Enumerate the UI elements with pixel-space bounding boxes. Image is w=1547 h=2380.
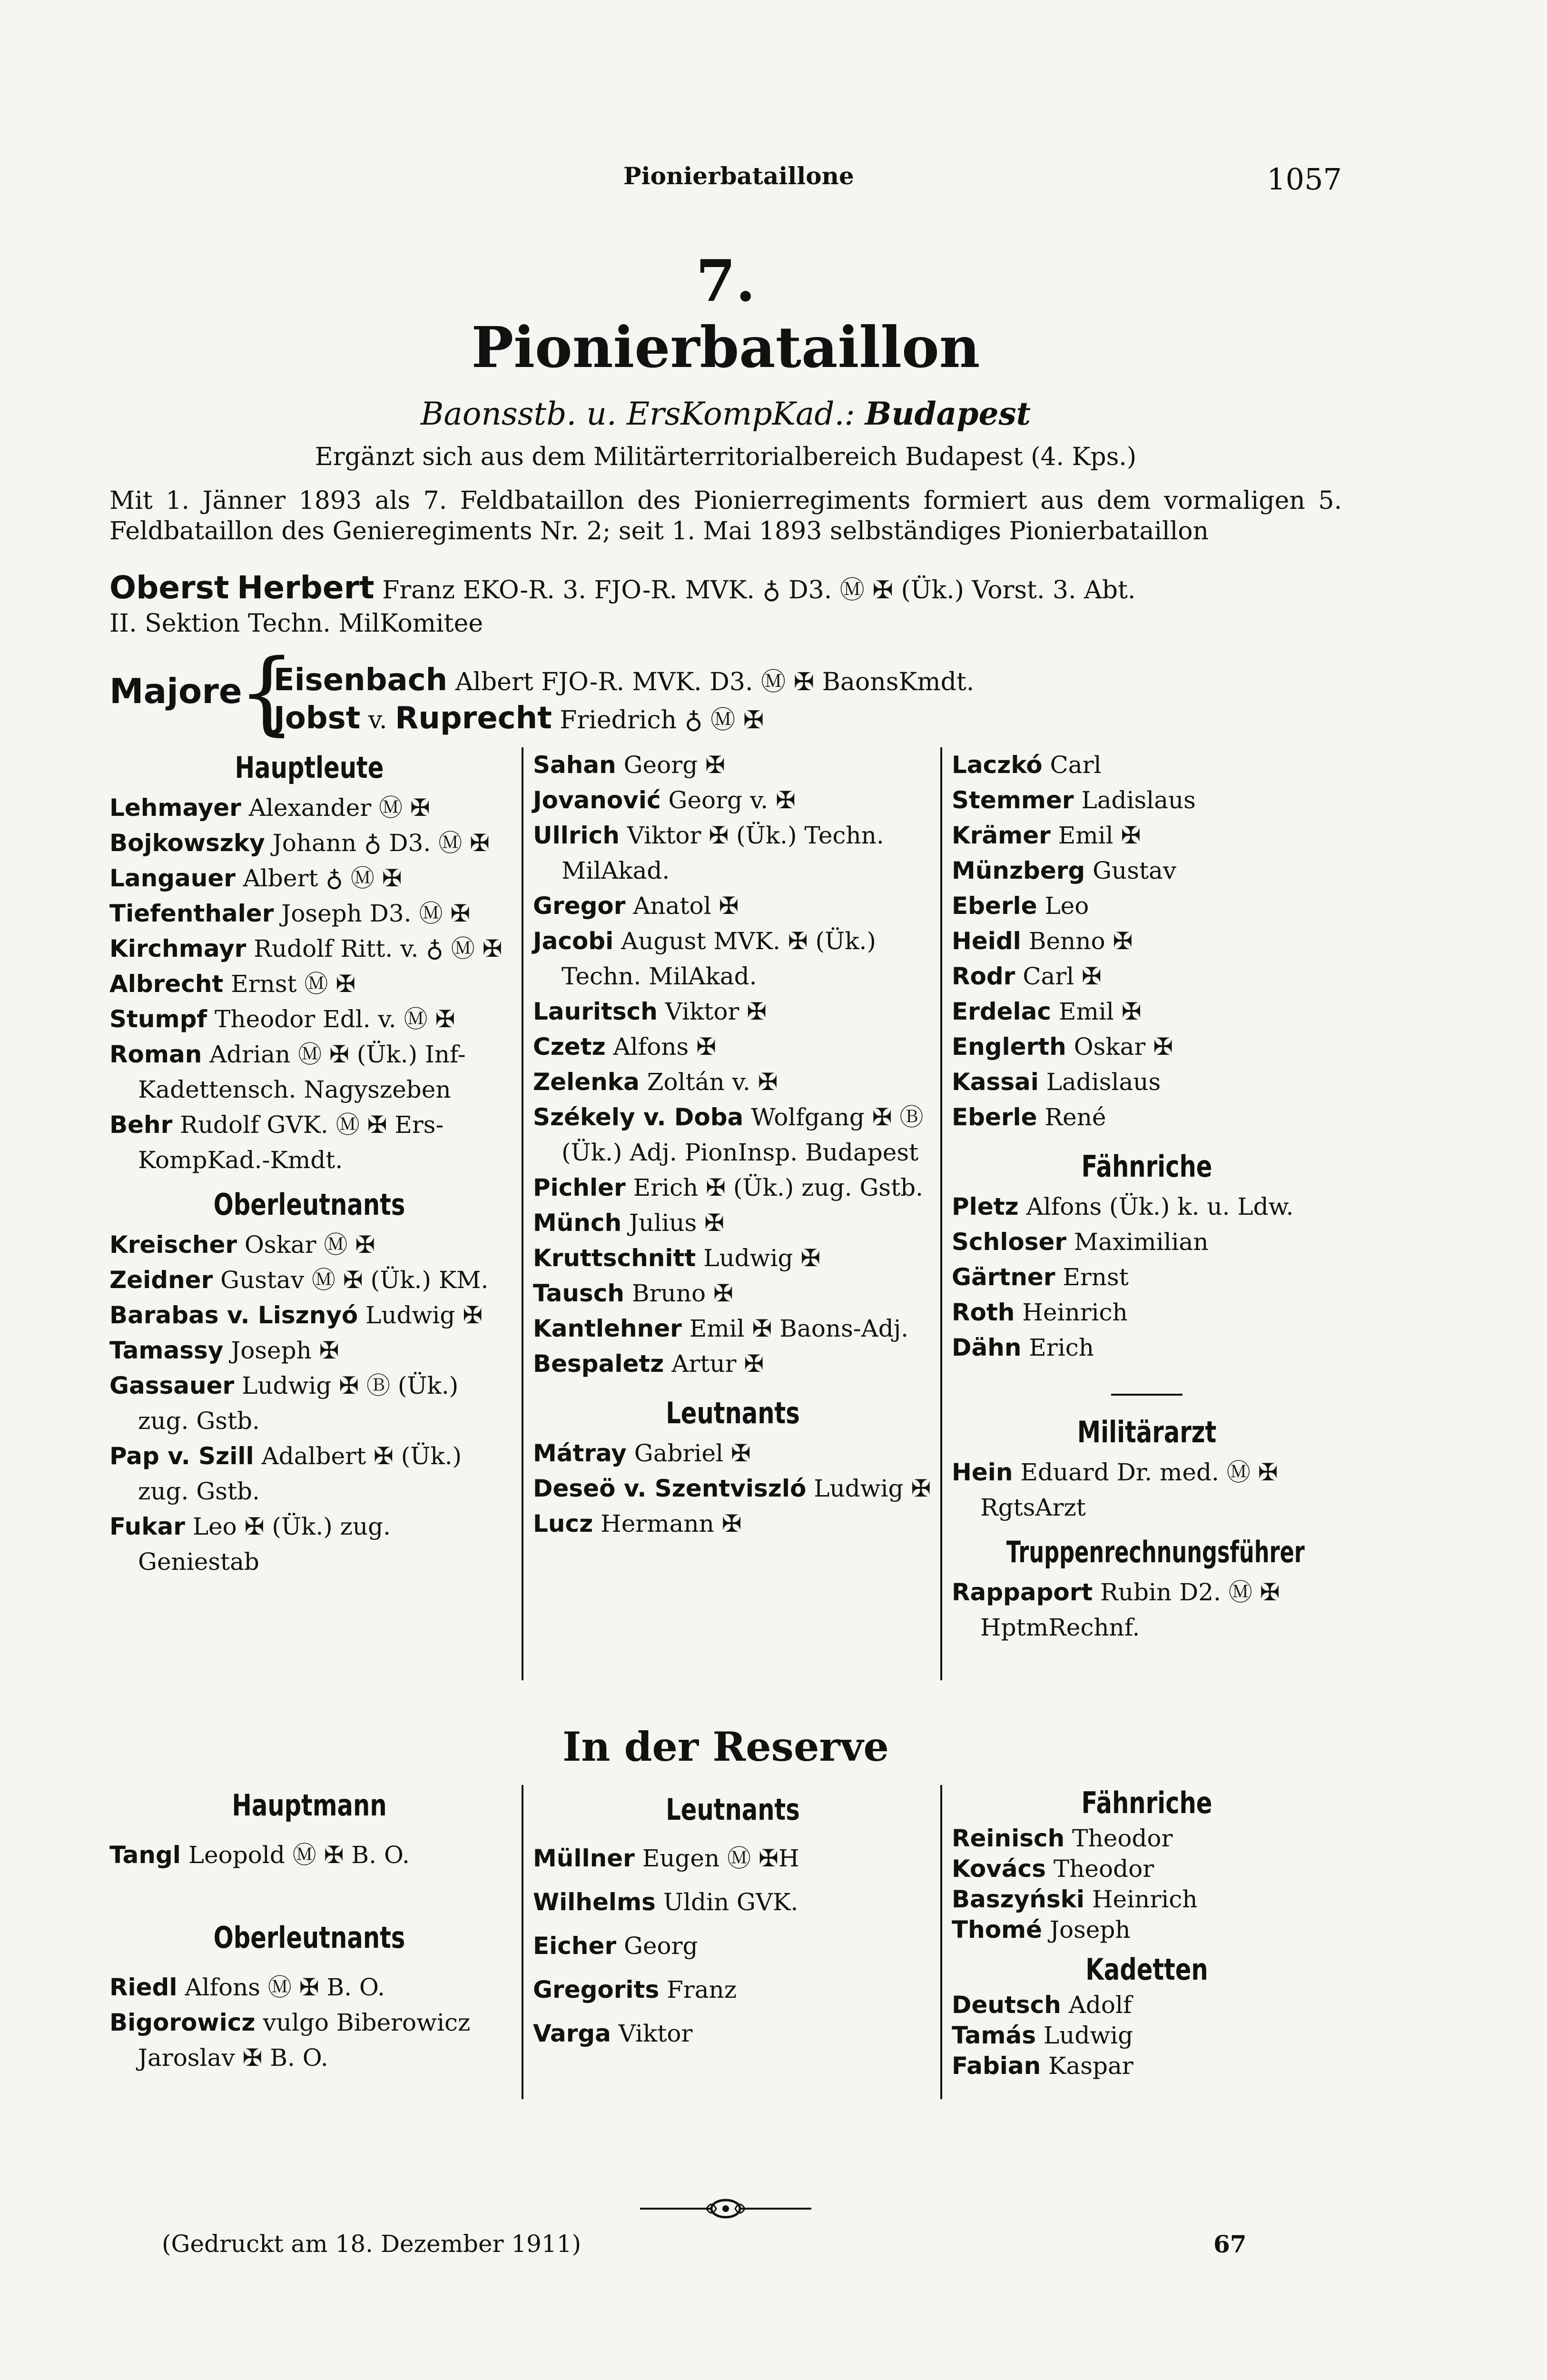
entry-details: Leo ✠ (Ük.) zug. Geniestab [138,1513,391,1576]
entry-details: Theodor [1064,1825,1173,1852]
entry-surname: Rodr [952,962,1015,990]
major-jobst [274,700,764,736]
entry-surname: Kirchmayr [109,935,246,962]
roster-entry [952,1259,1342,1295]
oberst-name: Herbert [237,569,374,606]
entry-surname: Bigorowicz [109,2009,256,2036]
fahnriche-list [952,1189,1342,1365]
roster-entry [109,1037,509,1107]
entry-details: Leo [1037,892,1089,920]
hauptleute-cont-list [533,747,933,1381]
entry-details: Georg [616,1932,698,1960]
entry-surname: Langauer [109,864,236,892]
brace-icon: { [238,640,296,745]
medal-m-icon: Ⓜ [761,668,786,696]
reserve-column-2 [533,1785,933,2055]
subtitle [109,395,1342,432]
entry-surname: Rappaport [952,1578,1093,1606]
column-3 [952,747,1342,1645]
entry-surname: Tangl [109,1841,181,1869]
roster-entry [109,1262,509,1298]
roster-entry [952,853,1342,888]
entry-details: Kaspar [1041,2052,1133,2080]
major-v: v. [368,706,387,734]
roster-entry [533,994,933,1029]
entry-surname: Bespaletz [533,1350,664,1378]
oberst-first: Franz [382,576,455,605]
roster-entry [952,1854,1342,1884]
entry-details: Adolf [1061,1991,1132,2019]
entry-surname: Székely v. Doba [533,1103,744,1131]
entry-surname: Dähn [952,1334,1022,1361]
column-divider [522,1785,523,2099]
entry-surname: Pichler [533,1174,626,1201]
entry-details: Emil ✠ [1051,998,1142,1025]
roster-entry [952,1455,1342,1525]
entry-surname: Kruttschnitt [533,1244,696,1272]
roster-columns [109,747,1342,1842]
roster-entry [533,1276,933,1311]
entry-details: Maximilian [1066,1228,1209,1256]
entry-surname: Baszyński [952,1885,1085,1913]
roster-entry [533,783,933,818]
roster-entry [952,2020,1342,2051]
reserve-leutnants-list [533,1836,933,2055]
roster-entry [533,1029,933,1064]
entry-details: Ludwig ✠ [806,1475,931,1502]
entry-surname: Eicher [533,1932,617,1960]
entry-surname: Thomé [952,1916,1043,1944]
section-heading: Kadetten [1085,1952,1208,1987]
column-divider [522,747,523,1680]
entry-details: Artur ✠ [664,1350,764,1378]
roster-entry [109,1227,509,1262]
reserve-column-3 [952,1785,1342,2081]
section-heading: Oberleutnants [213,1920,405,1955]
oberst-mid: D3. [788,576,832,605]
cross-icon: ✠ [793,668,815,696]
entry-surname: Sahan [533,751,616,779]
roster-entry [533,1436,933,1471]
oberst-decorations: EKO-R. 3. FJO-R. MVK. [463,576,755,605]
roster-entry [952,818,1342,853]
section-heading: Fähnriche [1081,1785,1212,1820]
roster-entry [109,1002,509,1037]
entry-details: Erich [1021,1334,1094,1361]
reserve-fahnriche-list [952,1823,1342,1945]
entry-details: Joseph ✠ [223,1337,339,1364]
roster-entry [533,1346,933,1381]
entry-details: Rudolf Ritt. v. ♁ Ⓜ ✠ [246,935,503,962]
section-heading: Fähnriche [1081,1149,1212,1184]
document-page [109,143,1342,2332]
roster-entry [109,1970,509,2005]
major-name2: Ruprecht [395,701,552,736]
roster-entry [952,1064,1342,1100]
roster-entry [109,1837,509,1873]
roster-entry [952,1224,1342,1259]
roster-entry [109,1509,509,1579]
section-heading: Oberleutnants [213,1187,405,1222]
major-name: Jobst [274,701,361,736]
entry-details: Emil ✠ [1050,822,1141,849]
entry-surname: Riedl [109,1973,177,2001]
medal-m-icon: Ⓜ [839,576,865,605]
entry-surname: Kassai [952,1068,1039,1096]
roster-entry [952,1884,1342,1914]
entry-surname: Stumpf [109,1005,207,1033]
roster-entry [952,1189,1342,1224]
ornament-icon [640,2194,811,2223]
entry-details: Gabriel ✠ [626,1439,751,1467]
section-heading: Hauptleute [235,750,384,785]
oberleutnants-cont-list [952,747,1342,1135]
entry-details: Albert ♁ Ⓜ ✠ [235,864,402,892]
entry-details: Theodor Edl. v. Ⓜ ✠ [207,1005,455,1033]
roster-entry [109,825,509,861]
entry-details: Leopold Ⓜ ✠ B. O. [180,1841,410,1869]
roster-entry [533,1880,933,1924]
roster-entry [533,1924,933,1968]
entry-details: Julius ✠ [621,1209,724,1237]
entry-surname: Pap v. Szill [109,1442,254,1470]
roster-entry [952,1823,1342,1854]
roster-entry [952,888,1342,923]
entry-surname: Münzberg [952,857,1085,884]
roster-entry [533,747,933,783]
roster-entry [109,896,509,931]
entry-surname: Laczkó [952,751,1043,779]
entry-details: Wolfgang ✠ Ⓑ (Ük.) Adj. PionInsp. Budapest [562,1103,924,1166]
major-name: Eisenbach [274,663,448,698]
entry-details: Zoltán v. ✠ [639,1068,778,1096]
entry-details: Ladislaus [1074,786,1196,814]
entry-surname: Tamás [952,2022,1036,2049]
entry-surname: Münch [533,1209,622,1237]
roster-entry [109,1298,509,1333]
militararzt-list [952,1455,1342,1525]
entry-surname: Tiefenthaler [109,900,274,927]
leutnants-list [533,1436,933,1541]
entry-surname: Eberle [952,1103,1037,1131]
entry-details: Joseph D3. Ⓜ ✠ [274,900,471,927]
page-title: Pionierbataillon [471,314,980,380]
roster-entry [952,1914,1342,1945]
entry-details: Ludwig ✠ [696,1244,821,1272]
entry-details: vulgo Biberowicz Jaroslav ✠ B. O. [138,2009,471,2072]
entry-details: Ludwig [1036,2022,1133,2049]
divider-rule [1111,1394,1182,1396]
reserve-column-1 [109,1785,509,2075]
entry-surname: Gärtner [952,1263,1055,1291]
roster-entry [533,1836,933,1880]
majore-label: Majore [109,671,242,711]
entry-details: Ludwig ✠ Ⓑ (Ük.) zug. Gstb. [138,1372,459,1435]
entry-surname: Pletz [952,1193,1019,1220]
reserve-hauptmann-list [109,1837,509,1873]
roster-entry [533,888,933,923]
entry-details: Oskar Ⓜ ✠ [237,1231,375,1259]
entry-surname: Barabas v. Lisznyó [109,1301,358,1329]
entry-details: Viktor [611,2020,693,2047]
reserve-kadetten-list [952,1990,1342,2081]
entry-details: Bruno ✠ [624,1279,733,1307]
entry-surname: Roth [952,1299,1015,1326]
entry-surname: Erdelac [952,998,1052,1025]
history-paragraph: Mit 1. Jänner 1893 als 7. Feldbataillon des Pionierregiments formiert aus dem vormaligen 5. Feldbataillon des Genieregiments Nr. 2; seit 1. Mai 1893 selbständiges Pionierbataillon [109,486,1342,545]
entry-details: Oskar ✠ [1066,1033,1173,1061]
entry-surname: Roman [109,1041,202,1068]
entry-surname: Lauritsch [533,998,658,1025]
roster-entry [533,923,933,994]
oberst-line2: II. Sektion Techn. MilKomitee [109,609,483,638]
entry-surname: Behr [109,1111,173,1139]
entry-surname: Englerth [952,1033,1066,1061]
entry-details: Joseph [1042,1916,1131,1944]
entry-surname: Varga [533,2020,611,2047]
entry-surname: Eberle [952,892,1037,920]
majore-block [109,640,1342,747]
roster-entry [533,1100,933,1170]
roster-entry [952,994,1342,1029]
oberleutnants-list [109,1227,509,1579]
entry-surname: Tausch [533,1279,624,1307]
section-heading: Hauptmann [232,1788,387,1823]
entry-surname: Jacobi [533,927,614,955]
entry-surname: Ullrich [533,822,620,849]
entry-surname: Lehmayer [109,794,241,822]
entry-surname: Albrecht [109,970,224,998]
roster-entry [109,790,509,825]
oberst-rank: Oberst [109,569,229,606]
entry-details: Viktor ✠ [657,998,767,1025]
column-2 [533,747,933,1541]
roster-entry [952,1575,1342,1645]
order-cross-icon: ♁ [684,706,703,734]
entry-details: Heinrich [1084,1885,1198,1913]
entry-surname: Bojkowszky [109,829,265,857]
roster-entry [109,1107,509,1178]
roster-entry [952,1295,1342,1330]
column-divider [940,747,942,1680]
entry-details: Adrian Ⓜ ✠ (Ük.) Inf-Kadettensch. Nagyszeben [138,1041,466,1103]
roster-entry [109,861,509,896]
entry-details: Johann ♁ D3. Ⓜ ✠ [265,829,490,857]
entry-surname: Lucz [533,1510,593,1537]
entry-surname: Hein [952,1458,1013,1486]
entry-surname: Kantlehner [533,1315,682,1342]
entry-details: Alfons Ⓜ ✠ B. O. [177,1973,385,2001]
roster-entry [533,1311,933,1346]
entry-details: Carl [1042,751,1102,779]
entry-surname: Zelenka [533,1068,640,1096]
roster-entry [952,1990,1342,2020]
roster-entry [533,1064,933,1100]
entry-details: Benno ✠ [1021,927,1133,955]
roster-entry [109,966,509,1002]
entry-details: Eduard Dr. med. Ⓜ ✠ RgtsArzt [980,1458,1278,1521]
entry-details: Uldin GVK. [655,1888,798,1916]
roster-entry [533,1240,933,1276]
roster-entry [533,1205,933,1240]
entry-details: Alfons ✠ [605,1033,716,1061]
entry-details: Rudolf GVK. Ⓜ ✠ Ers-KompKad.-Kmdt. [138,1111,444,1174]
major-first: Friedrich [560,706,677,734]
entry-details: Georg ✠ [616,751,725,779]
major-first: Albert [455,668,533,696]
entry-surname: Kovács [952,1855,1046,1883]
entry-details: Ernst [1055,1263,1129,1291]
roster-entry [952,2051,1342,2081]
hauptleute-list [109,790,509,1178]
page-number: 1057 [1267,162,1342,197]
entry-surname: Tamassy [109,1337,224,1364]
entry-details: Ernst Ⓜ ✠ [223,970,356,998]
section-heading: Leutnants [666,1396,800,1430]
reserve-heading: In der Reserve [562,1723,889,1770]
roster-entry [533,1506,933,1541]
entry-details: Theodor [1045,1855,1154,1883]
entry-surname: Müllner [533,1844,635,1872]
reserve-columns [109,1785,1342,2156]
entry-surname: Heidl [952,927,1021,955]
entry-details: Carl ✠ [1015,962,1102,990]
entry-surname: Fabian [952,2052,1041,2080]
roster-entry [533,2012,933,2055]
entry-details: Franz [659,1976,737,2003]
entry-details: Heinrich [1015,1299,1128,1326]
entry-details: Ladislaus [1038,1068,1161,1096]
entry-details: Rubin D2. Ⓜ ✠ HptmRechnf. [980,1578,1280,1641]
entry-details: Hermann ✠ [593,1510,742,1537]
erganzt-line: Ergänzt sich aus dem Militärterritorialbereich Budapest (4. Kps.) [315,443,1137,471]
entry-details: Alexander Ⓜ ✠ [241,794,430,822]
roster-entry [109,931,509,966]
entry-details: Gustav [1085,857,1177,884]
entry-surname: Gregor [533,892,626,920]
section-heading: Militärarzt [1077,1415,1217,1449]
battalion-number: 7. [696,248,756,315]
roster-entry [533,1471,933,1506]
entry-surname: Jovanović [533,786,661,814]
truppen-list [952,1575,1342,1645]
entry-surname: Reinisch [952,1825,1065,1852]
roster-entry [109,2005,509,2075]
major-decorations: FJO-R. MVK. D3. [541,668,753,696]
reserve-oberleutnants-list [109,1970,509,2075]
major-post: BaonsKmdt. [822,668,975,696]
entry-surname: Deseö v. Szentviszló [533,1475,807,1502]
column-divider [940,1785,942,2099]
entry-surname: Deutsch [952,1991,1061,2019]
roster-entry [533,818,933,888]
entry-details: Eugen Ⓜ ✠H [634,1844,799,1872]
roster-entry [952,923,1342,959]
entry-details: Anatol ✠ [625,892,739,920]
roster-entry [952,1100,1342,1135]
roster-entry [533,1968,933,2012]
entry-surname: Zeidner [109,1266,213,1294]
column-1 [109,747,509,1579]
oberst-post: (Ük.) Vorst. 3. Abt. [901,576,1136,605]
roster-entry [109,1333,509,1368]
entry-surname: Stemmer [952,786,1074,814]
cross-icon: ✠ [872,576,893,605]
oberst-entry [109,571,1342,640]
section-heading: Truppenrechnungsführer [1006,1535,1305,1569]
entry-details: Viktor ✠ (Ük.) Techn. MilAkad. [562,822,884,884]
roster-entry [952,1330,1342,1365]
entry-details: Gustav Ⓜ ✠ (Ük.) KM. [213,1266,489,1294]
cross-icon: ✠ [743,706,764,734]
entry-details: Alfons (Ük.) k. u. Ldw. [1018,1193,1294,1220]
entry-surname: Gassauer [109,1372,235,1399]
entry-details: Erich ✠ (Ük.) zug. Gstb. [625,1174,924,1201]
entry-surname: Krämer [952,822,1051,849]
roster-entry [533,1170,933,1205]
roster-entry [109,1368,509,1438]
roster-entry [952,783,1342,818]
running-head-title: Pionierbataillone [623,162,854,190]
entry-details: Ludwig ✠ [358,1301,483,1329]
entry-surname: Fukar [109,1513,185,1540]
entry-details: Adalbert ✠ (Ük.) zug. Gstb. [138,1442,462,1505]
subtitle-prefix: Baonsstb. u. ErsKompKad.: [420,396,865,432]
entry-surname: Mátray [533,1439,627,1467]
entry-surname: Gregorits [533,1976,660,2003]
medal-m-icon: Ⓜ [710,706,736,734]
roster-entry [952,747,1342,783]
major-eisenbach [274,662,974,698]
roster-entry [952,959,1342,994]
subtitle-city: Budapest [865,395,1031,432]
section-heading: Leutnants [666,1792,800,1827]
entry-details: Georg v. ✠ [660,786,796,814]
roster-entry [952,1029,1342,1064]
entry-surname: Wilhelms [533,1888,656,1916]
entry-surname: Schloser [952,1228,1067,1256]
entry-details: René [1037,1103,1106,1131]
entry-surname: Kreischer [109,1231,237,1259]
order-cross-icon: ♁ [762,576,781,605]
entry-details: August MVK. ✠ (Ük.) Techn. MilAkad. [562,927,876,990]
entry-surname: Czetz [533,1033,606,1061]
roster-entry [109,1438,509,1509]
footer-sheet-number: 67 [1213,2230,1247,2258]
entry-details: Emil ✠ Baons-Adj. [681,1315,909,1342]
footer-printed: (Gedruckt am 18. Dezember 1911) [162,2230,581,2258]
